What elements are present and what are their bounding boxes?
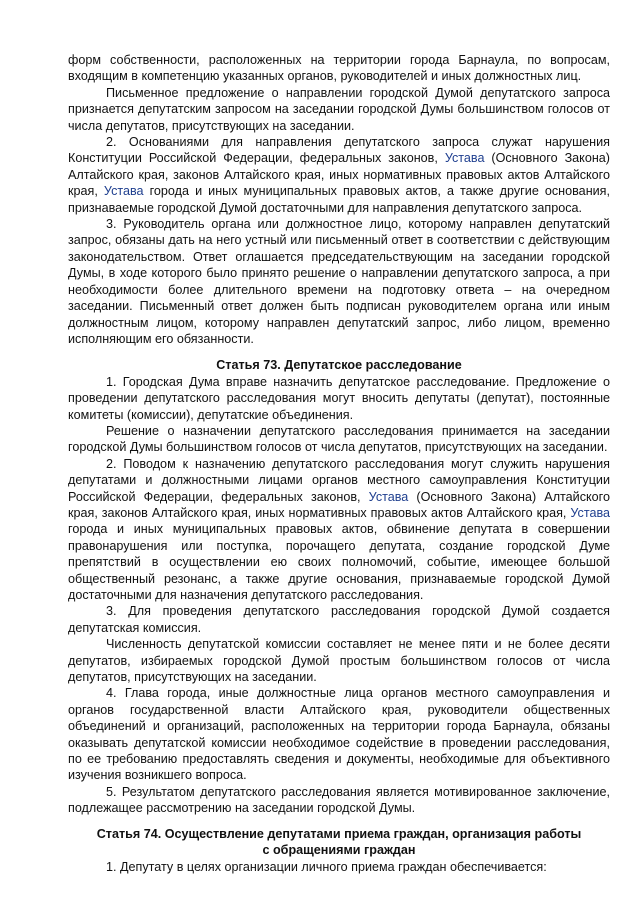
- article-74-heading: [68, 826, 610, 859]
- heading-line: Статья 74. Осуществление депутатами приема граждан, организация работы: [96, 826, 582, 841]
- paragraph: форм собственности, расположенных на территории города Барнаула, по вопросам, входящим в компетенцию указанных органов, руководителей и иных должностных лиц.: [68, 53, 610, 84]
- paragraph: [68, 456, 610, 604]
- paragraph: 3. Для проведения депутатского расследования городской Думой создается депутатская комиссия.: [68, 604, 610, 635]
- paragraph: 5. Результатом депутатского расследования является мотивированное заключение, подлежащее рассмотрению на заседании городской Думы.: [68, 784, 610, 816]
- text-run: 2. Поводом к назначению депутатского расследования могут служить нарушения депутатами и должностными лицами органов местного самоуправления Конституции Российской Федерации, федеральных законов,: [68, 456, 610, 504]
- paragraph: Численность депутатской комиссии составляет не менее пяти и не более десяти депутатов, избираемых городской Думой простым большинством голосов от числа депутатов, присутствующих на заседании.: [68, 637, 610, 685]
- text-run: города и иных муниципальных правовых актов, обвинение депутата в совершении правонарушения или поступка, порочащего депутата, создание городской Думе препятствий в осуществлении ею своих полномочий, событие, имеющее большой общественный резонанс, а также другие основания, признаваемые городской Думой достаточными для назначения депутатского расследования.: [68, 522, 610, 602]
- paragraph: 3. Руководитель органа или должностное лицо, которому направлен депутатский запрос, обязаны дать на него устный или письменный ответ в соответствии с действующим законодательством. Ответ оглашается председательствующим на заседании городской Думы, в ходе которого было принято решение о направлении депутатского запроса, а при необходимости более длительного времени на подготовку ответа – на очередном заседании. Письменный ответ должен быть подписан руководителем органа или иным должностным лицом, которому направлен депутатский запрос, либо лицом, временно исполняющим его обязанности.: [68, 217, 610, 346]
- paragraph: Письменное предложение о направлении городской Думой депутатского запроса признается депутатским запросом на заседании городской Думы большинством голосов от числа депутатов, присутствующих на заседании.: [68, 85, 610, 133]
- charter-link[interactable]: Устава: [368, 489, 409, 504]
- paragraph: [68, 134, 610, 216]
- text-run: города и иных муниципальных правовых актов, а также другие основания, признаваемые городской Думой достаточными для направления депутатского запроса.: [68, 184, 610, 215]
- charter-link[interactable]: Устава: [570, 505, 610, 520]
- document-page: [68, 52, 610, 875]
- charter-link[interactable]: Устава: [103, 184, 144, 199]
- paragraph: 1. Городская Дума вправе назначить депутатское расследование. Предложение о проведении депутатского расследования могут вносить депутаты (депутат), постоянные комитеты (комиссии), депутатские объединения.: [68, 374, 610, 422]
- paragraph: 4. Глава города, иные должностные лица органов местного самоуправления и органов государственной власти Алтайского края, руководители общественных объединений и организаций, расположенных на территории города Барнаула, обязаны оказывать депутатской комиссии необходимое содействие в проведении расследования, по ее требованию предоставлять сведения и документы, необходимые для объективного изучения возникшего вопроса.: [68, 686, 610, 783]
- text-run: (Основного Закона) Алтайского края, законов Алтайского края, иных нормативных правовых актов Алтайского края,: [68, 151, 610, 199]
- text-run: (Основного Закона) Алтайского края, законов Алтайского края, иных нормативных правовых актов Алтайского края,: [68, 489, 610, 520]
- charter-link[interactable]: Устава: [444, 151, 485, 166]
- paragraph: 1. Депутату в целях организации личного приема граждан обеспечивается:: [106, 859, 547, 874]
- paragraph: Решение о назначении депутатского расследования принимается на заседании городской Думы большинством голосов от числа депутатов, присутствующих на заседании.: [68, 423, 610, 455]
- text-run: 2. Основаниями для направления депутатского запроса служат нарушения Конституции Российской Федерации, федеральных законов,: [68, 135, 610, 166]
- heading-line: с обращениями граждан: [262, 843, 416, 858]
- article-73-heading: Статья 73. Депутатское расследование: [216, 358, 462, 373]
